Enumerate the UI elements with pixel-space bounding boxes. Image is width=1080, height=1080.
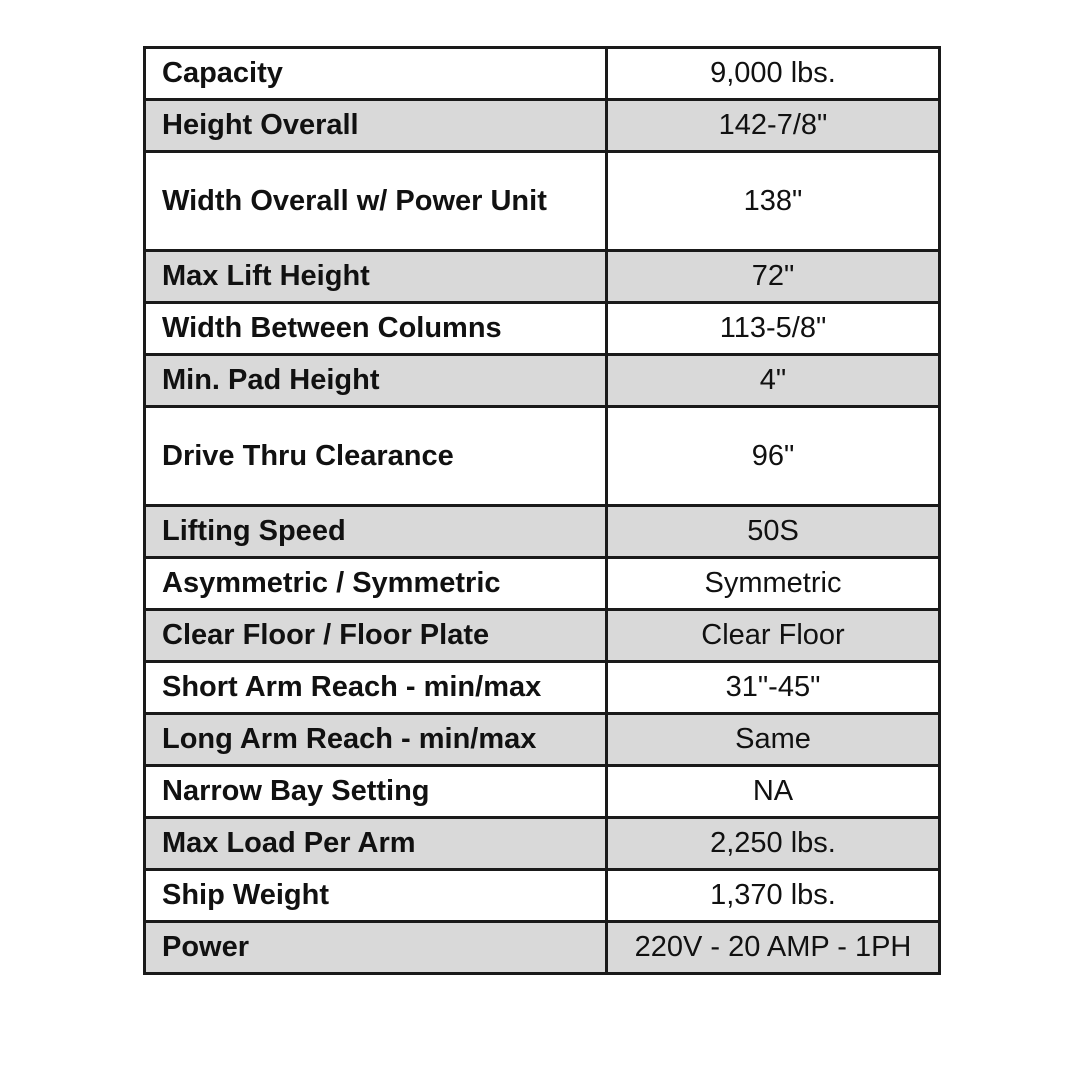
spec-row-power — [145, 922, 940, 974]
spec-value: Clear Floor — [607, 610, 940, 662]
spec-label: Narrow Bay Setting — [145, 766, 607, 818]
spec-label: Max Load Per Arm — [145, 818, 607, 870]
spec-row-max-load-per-arm — [145, 818, 940, 870]
spec-row-narrow-bay-setting — [145, 766, 940, 818]
spec-value: Same — [607, 714, 940, 766]
spec-label: Width Overall w/ Power Unit — [145, 152, 607, 251]
spec-label: Ship Weight — [145, 870, 607, 922]
spec-value: 96" — [607, 407, 940, 506]
spec-label: Lifting Speed — [145, 506, 607, 558]
spec-row-clear-floor — [145, 610, 940, 662]
spec-table — [143, 46, 941, 975]
spec-label: Capacity — [145, 48, 607, 100]
spec-row-min-pad-height — [145, 355, 940, 407]
spec-row-height-overall — [145, 100, 940, 152]
spec-value: Symmetric — [607, 558, 940, 610]
spec-value: 113-5/8" — [607, 303, 940, 355]
spec-value: 1,370 lbs. — [607, 870, 940, 922]
spec-row-max-lift-height — [145, 251, 940, 303]
spec-value: 2,250 lbs. — [607, 818, 940, 870]
spec-row-short-arm-reach — [145, 662, 940, 714]
spec-row-long-arm-reach — [145, 714, 940, 766]
spec-label: Drive Thru Clearance — [145, 407, 607, 506]
spec-value: 142-7/8" — [607, 100, 940, 152]
spec-label: Asymmetric / Symmetric — [145, 558, 607, 610]
spec-label: Max Lift Height — [145, 251, 607, 303]
spec-label: Long Arm Reach - min/max — [145, 714, 607, 766]
spec-label: Min. Pad Height — [145, 355, 607, 407]
spec-value: 220V - 20 AMP - 1PH — [607, 922, 940, 974]
spec-label: Width Between Columns — [145, 303, 607, 355]
spec-label: Power — [145, 922, 607, 974]
spec-value: 138" — [607, 152, 940, 251]
spec-row-width-between-columns — [145, 303, 940, 355]
spec-row-capacity — [145, 48, 940, 100]
spec-value: NA — [607, 766, 940, 818]
spec-value: 72" — [607, 251, 940, 303]
spec-label: Height Overall — [145, 100, 607, 152]
spec-value: 4" — [607, 355, 940, 407]
spec-row-ship-weight — [145, 870, 940, 922]
spec-row-lifting-speed — [145, 506, 940, 558]
spec-value: 50S — [607, 506, 940, 558]
spec-label: Clear Floor / Floor Plate — [145, 610, 607, 662]
spec-row-drive-thru-clearance — [145, 407, 940, 506]
spec-label: Short Arm Reach - min/max — [145, 662, 607, 714]
spec-value: 31"-45" — [607, 662, 940, 714]
spec-row-asymmetric-symmetric — [145, 558, 940, 610]
spec-value: 9,000 lbs. — [607, 48, 940, 100]
spec-row-width-overall — [145, 152, 940, 251]
